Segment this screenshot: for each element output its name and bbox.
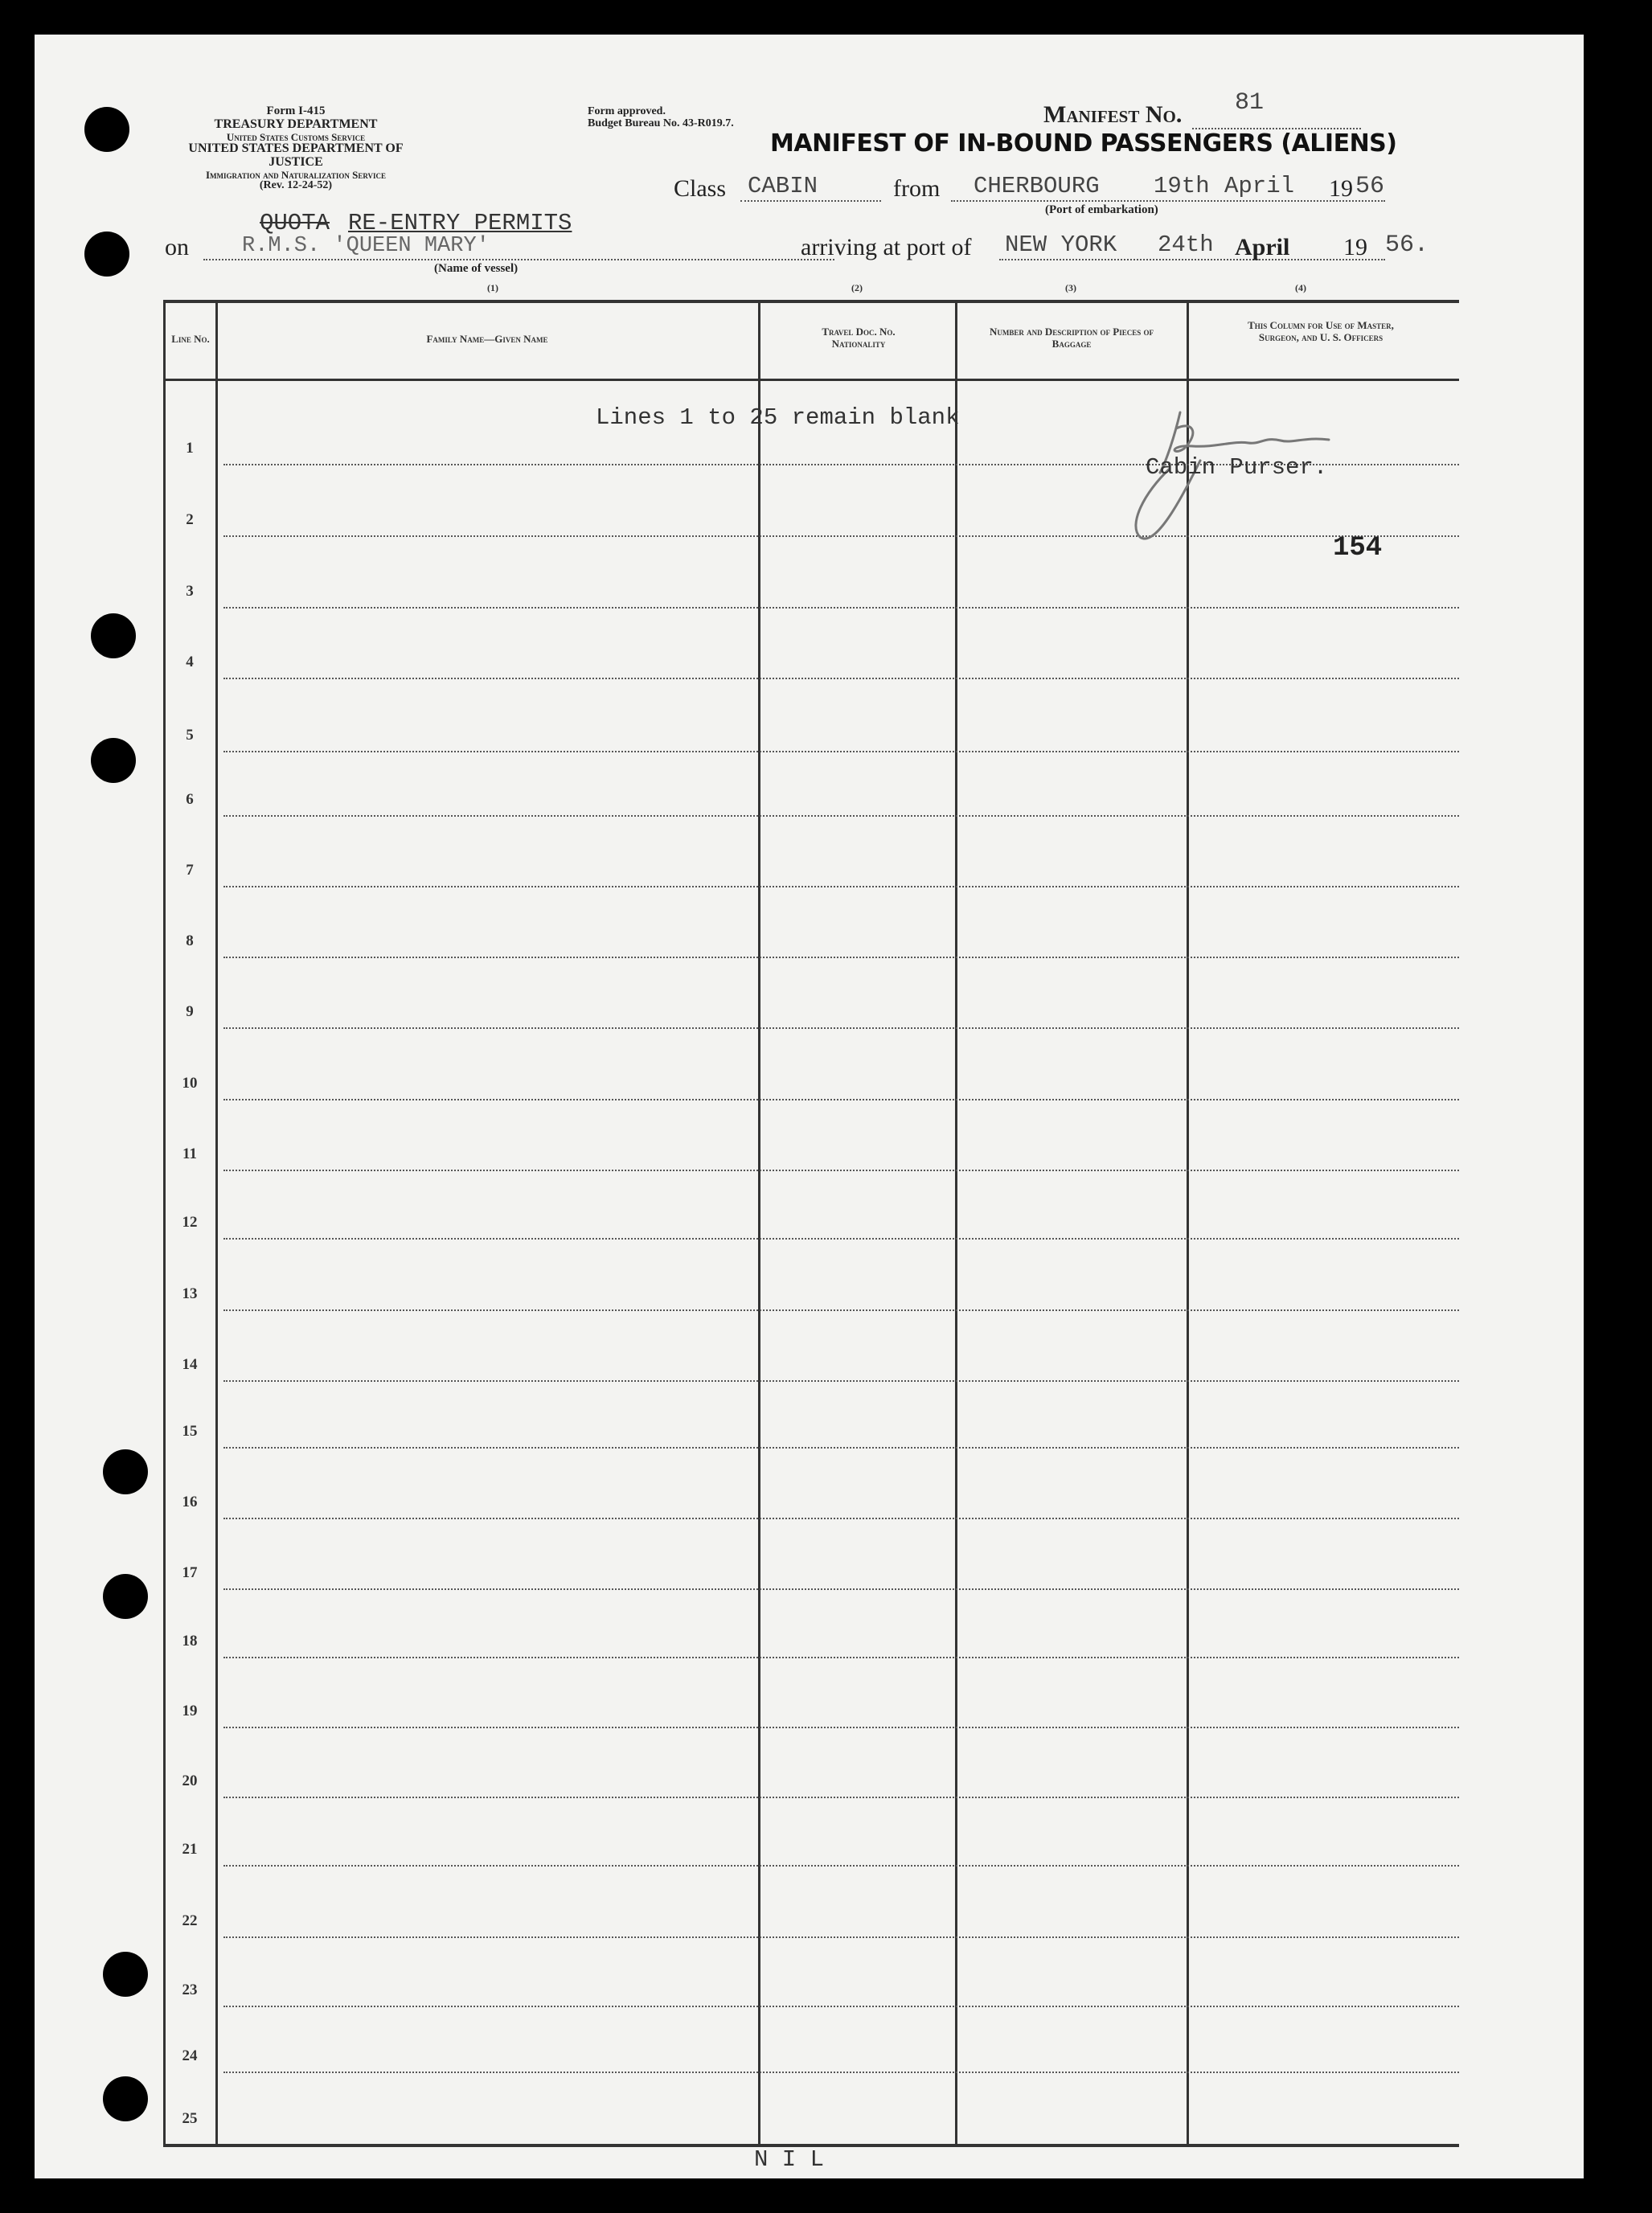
line-number: 19 [182, 1703, 198, 1719]
line-number: 5 [186, 727, 194, 744]
table-row [223, 1518, 1459, 1519]
line-number: 18 [182, 1633, 198, 1650]
table-row [223, 1380, 1459, 1382]
table-row [223, 1657, 1459, 1658]
col-header-baggage: Number and Description of Pieces of Baggage [990, 326, 1154, 350]
table-row [223, 751, 1459, 752]
table-row [223, 815, 1459, 817]
col-divider-1 [215, 300, 218, 2146]
table-row [223, 1588, 1459, 1590]
reentry-permits: RE-ENTRY PERMITS [348, 210, 572, 236]
arrival-year-prefix: 19 [1343, 234, 1367, 260]
col-num-1: (1) [487, 282, 498, 293]
depart-year-suffix: 56 [1355, 173, 1385, 200]
table-row [223, 1447, 1459, 1449]
line-number: 6 [186, 791, 194, 808]
arrival-day: 24th [1158, 232, 1214, 258]
approval-block [588, 105, 734, 130]
punch-hole [84, 107, 129, 152]
table-row [223, 2006, 1459, 2007]
on-label: on [165, 234, 189, 260]
port-embarkation-label: (Port of embarkation) [1045, 203, 1158, 216]
depart-day: 19th [1154, 173, 1210, 199]
manifest-no-label: Manifest No. [1043, 101, 1183, 128]
table-row [223, 886, 1459, 887]
arrival-month: April [1235, 234, 1290, 260]
from-label: from [893, 175, 941, 202]
arrival-year-suffix: 56. [1385, 232, 1429, 259]
line-number: 12 [182, 1214, 198, 1231]
punch-hole [103, 1449, 148, 1494]
punch-hole [103, 2076, 148, 2121]
col-divider-3 [955, 300, 957, 2146]
from-line [951, 200, 1385, 202]
form-number: Form I-415 [266, 105, 326, 117]
depart-year-prefix: 19 [1329, 175, 1353, 202]
manifest-page [35, 35, 1584, 2178]
table-row [223, 957, 1459, 958]
table-row [223, 1797, 1459, 1798]
arrival-port: NEW YORK [1005, 232, 1117, 258]
treasury-dept: TREASURY DEPARTMENT [214, 117, 378, 131]
col-header-travel-doc: Travel Doc. No. Nationality [822, 326, 896, 350]
table-row [223, 1936, 1459, 1938]
quota-struck: QUOTA [260, 210, 330, 236]
punch-hole [103, 1574, 148, 1619]
line-number: 14 [182, 1356, 198, 1373]
justice-dept: UNITED STATES DEPARTMENT OF JUSTICE [188, 141, 404, 169]
punch-hole [103, 1952, 148, 1997]
col-header-officers: This Column for Use of Master, Surgeon, and U. S. Officers [1248, 319, 1394, 343]
revision-date: (Rev. 12-24-52) [259, 179, 333, 192]
class-line [740, 200, 881, 202]
blank-note: Lines 1 to 25 remain blank [596, 404, 960, 431]
ins-service: Immigration and Naturalization Service [205, 168, 387, 181]
table-row [223, 1170, 1459, 1171]
line-number: 9 [186, 1003, 194, 1020]
line-number: 10 [182, 1075, 198, 1092]
line-number: 17 [182, 1564, 198, 1581]
line-number: 3 [186, 583, 194, 600]
vessel-line [203, 259, 834, 260]
line-number: 15 [182, 1423, 198, 1440]
line-number: 2 [186, 511, 194, 528]
col-header-name: Family Name—Given Name [426, 333, 548, 345]
line-number: 21 [182, 1841, 198, 1858]
punch-hole [91, 738, 136, 783]
table-row [223, 1309, 1459, 1311]
budget-bureau: Budget Bureau No. 43-R019.7. [588, 117, 734, 130]
table-row [223, 607, 1459, 609]
line-number: 1 [186, 440, 194, 457]
table-left-rule [163, 300, 166, 2146]
line-number: 16 [182, 1494, 198, 1510]
table-row [223, 1238, 1459, 1240]
table-row [223, 1865, 1459, 1867]
col-divider-2 [758, 300, 760, 2146]
line-number: 24 [182, 2047, 198, 2064]
table-row [223, 1027, 1459, 1029]
table-row [223, 678, 1459, 679]
depart-month: April [1224, 173, 1295, 199]
signature-title: Cabin Purser. [1146, 454, 1328, 481]
line-no-header: Line No. [171, 333, 210, 345]
footer-nil: N I L [754, 2146, 825, 2173]
line-number: 4 [186, 654, 194, 670]
punch-hole [84, 232, 129, 277]
col-num-2: (2) [851, 282, 863, 293]
manifest-no-value: 81 [1235, 89, 1265, 117]
arriving-label: arriving at port of [801, 234, 972, 260]
vessel-value: R.M.S. 'QUEEN MARY' [242, 234, 490, 258]
table-top-rule [163, 300, 1459, 303]
from-value: CHERBOURG [974, 173, 1100, 199]
customs-service: United States Customs Service [226, 130, 366, 143]
line-number: 13 [182, 1285, 198, 1302]
line-number: 23 [182, 1981, 198, 1998]
line-number: 22 [182, 1912, 198, 1929]
number-stamp: 154 [1333, 533, 1383, 563]
line-number: 25 [182, 2110, 198, 2127]
class-label: Class [674, 175, 727, 202]
class-value: CABIN [748, 173, 818, 199]
form-agency-block [163, 105, 428, 192]
line-number: 20 [182, 1772, 198, 1789]
line-number: 11 [182, 1145, 197, 1162]
line-number: 8 [186, 932, 194, 949]
vessel-label: (Name of vessel) [434, 262, 519, 275]
form-approved: Form approved. [588, 105, 666, 117]
punch-hole [91, 613, 136, 658]
arrival-line [999, 259, 1385, 260]
table-row [223, 2072, 1459, 2073]
col-num-4: (4) [1295, 282, 1306, 293]
line-number: 7 [186, 862, 194, 879]
table-row [223, 1727, 1459, 1728]
manifest-title: MANIFEST OF IN-BOUND PASSENGERS (ALIENS) [770, 129, 1397, 158]
table-row [223, 1099, 1459, 1100]
col-num-3: (3) [1065, 282, 1076, 293]
col-divider-4 [1187, 300, 1189, 2146]
